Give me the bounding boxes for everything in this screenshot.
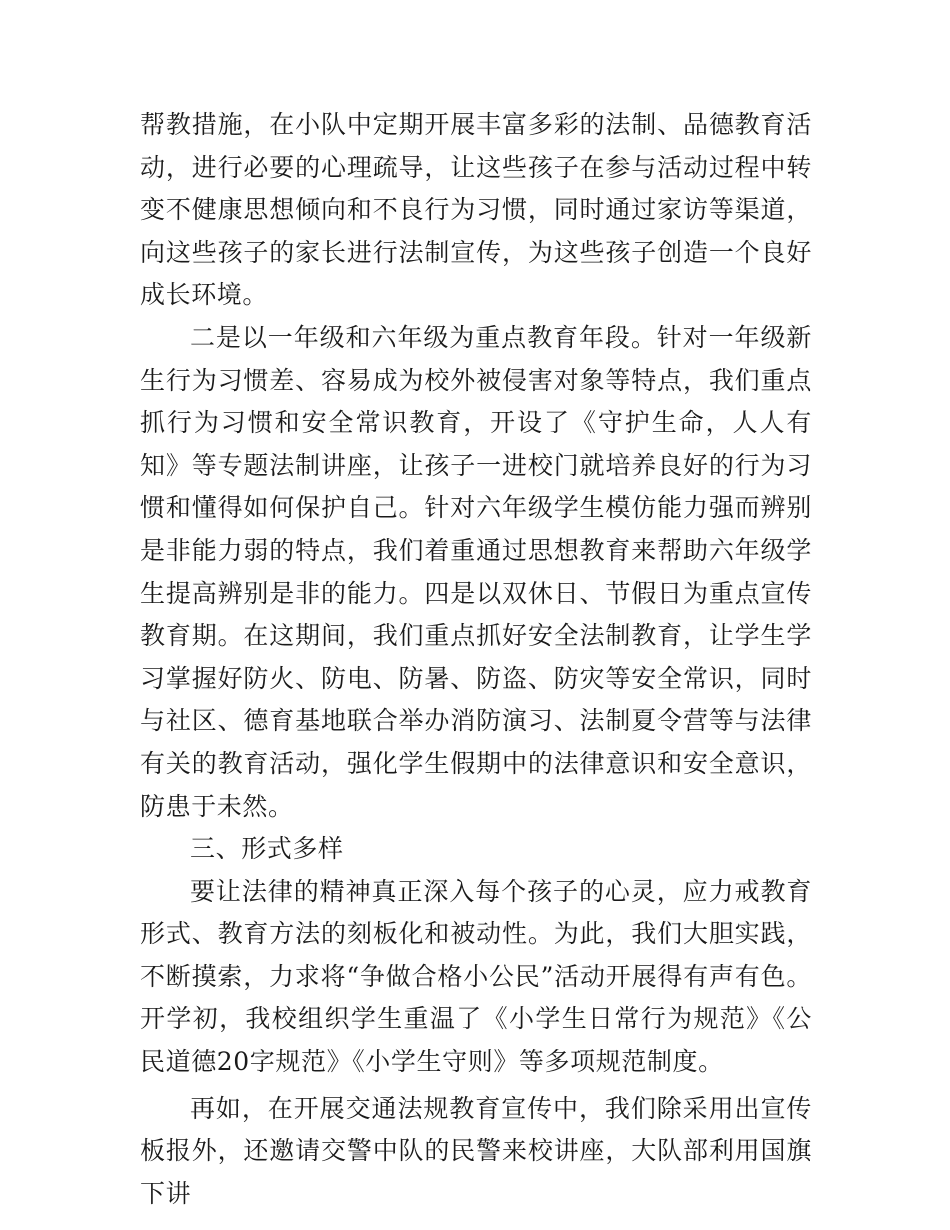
paragraph-key-grades: 二是以一年级和六年级为重点教育年段。针对一年级新生行为习惯差、容易成为校外被侵害对象等特点，我们重点抓行为习惯和安全常识教育，开设了《守护生命，人人有知》等专题法制讲座，让孩子一进校门就培养良好的行为习惯和懂得如何保护自己。针对六年级学生模仿能力强而辨别是非能力弱的特点，我们着重通过思想教育来帮助六年级学生提高辨别是非的能力。四是以双休日、节假日为重点宣传教育期。在这期间，我们重点抓好安全法制教育，让学生学习掌握好防火、防电、防暑、防盗、防灾等安全常识，同时与社区、德育基地联合举办消防演习、法制夏令营等与法律有关的教育活动，强化学生假期中的法律意识和安全意识，防患于未然。 (140, 322, 812, 821)
section-heading: 三、形式多样 (190, 834, 344, 864)
paragraph-diverse-forms: 要让法律的精神真正深入每个孩子的心灵，应力戒教育形式、教育方法的刻板化和被动性。为此，我们大胆实践，不断摸索，力求将“争做合格小公民”活动开展得有声有色。开学初，我校组织学生重温了《小学生日常行为规范》《公民道德20字规范》《小学生守则》等多项规范制度。 (140, 876, 812, 1077)
paragraph-traffic-education: 再如，在开展交通法规教育宣传中，我们除采用出宣传板报外，还邀请交警中队的民警来校讲座，大队部利用国旗下讲 (140, 1093, 812, 1208)
paragraph-continuation: 帮教措施，在小队中定期开展丰富多彩的法制、品德教育活动，进行必要的心理疏导，让这些孩子在参与活动过程中转变不健康思想倾向和不良行为习惯，同时通过家访等渠道，向这些孩子的家长进行法制宣传，为这些孩子创造一个良好成长环境。 (140, 110, 812, 310)
document-body (140, 104, 812, 1215)
